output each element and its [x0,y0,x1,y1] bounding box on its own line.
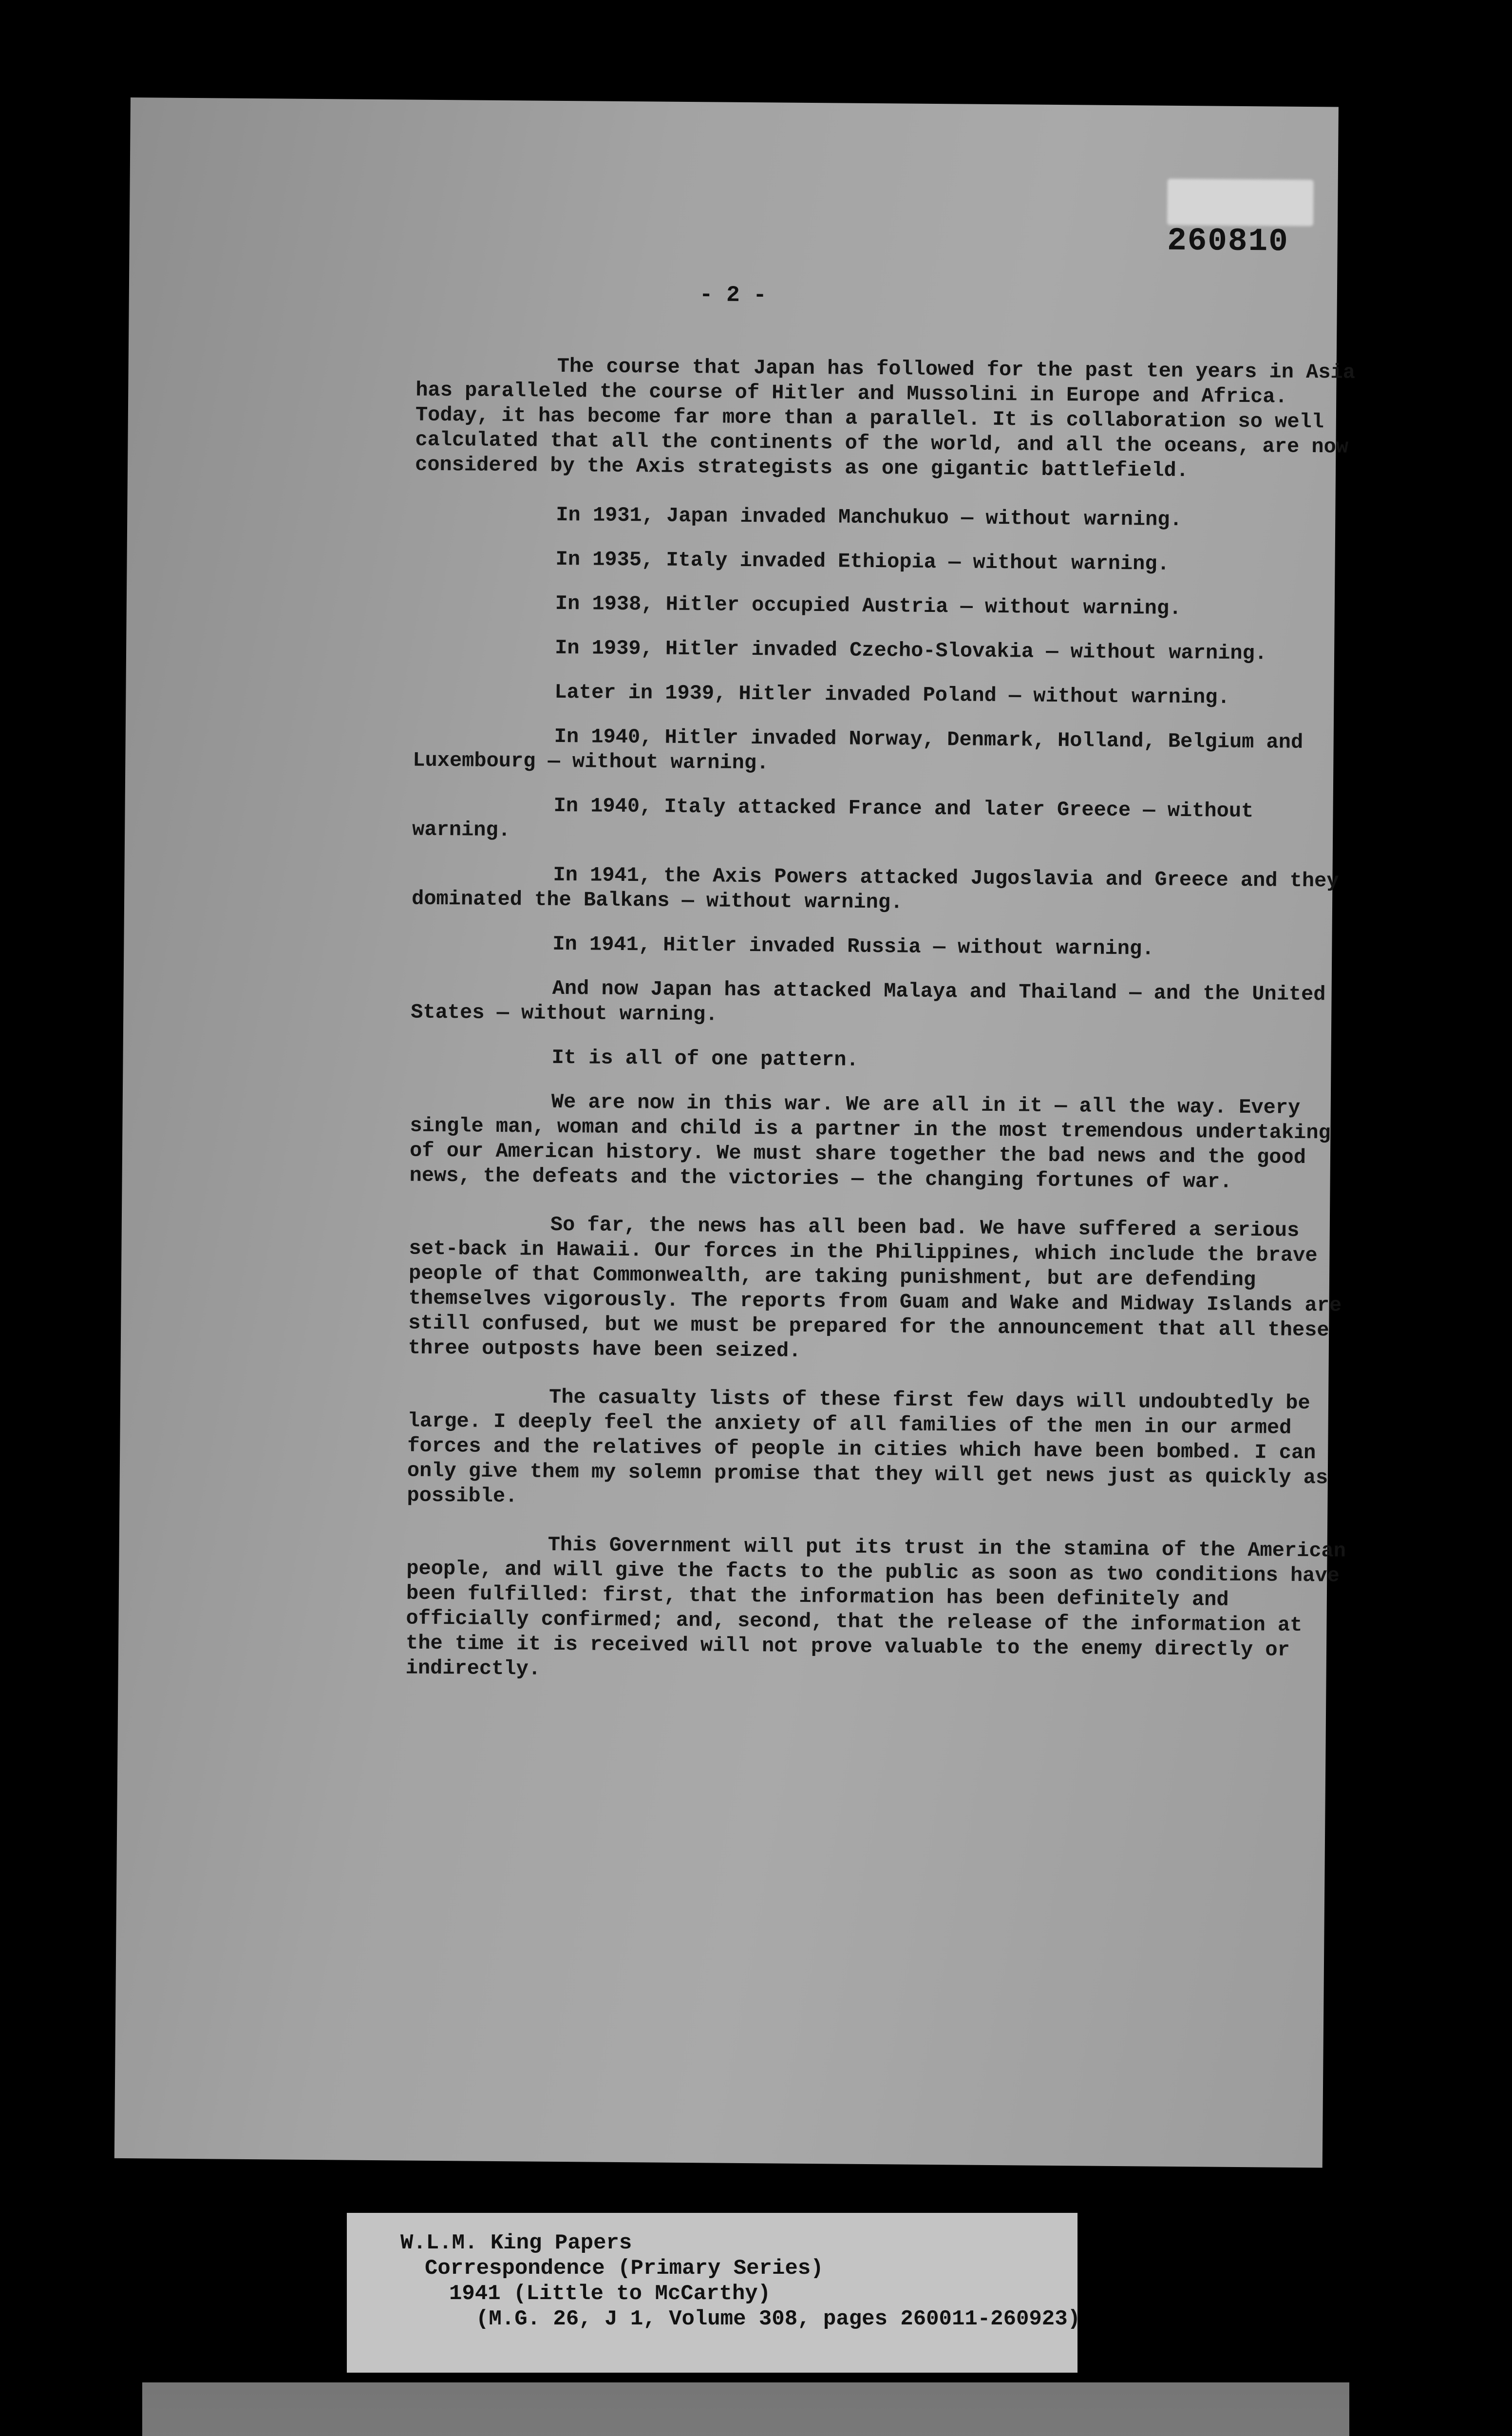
paragraph: The course that Japan has followed for the past ten years in Asia has paralleled the course of Hitler and Mussolini in Europe and Africa. Today, it has become far more than a parallel. It is collaboration so well calculated that all the continents of the world, and all the oceans, are now considered by the Axis strategists as one gigantic battlefield. [415,354,1356,483]
paragraph: The casualty lists of these first few days will undoubtedly be large. I deeply feel the anxiety of all families of the men in our armed forces and the relatives of people in cities which have been bombed. I can only give them my solemn promise that they will get news just as quickly as possible. [407,1385,1328,1508]
paragraph: This Government will put its trust in the stamina of the American people, and will give the facts to the public as soon as two conditions have been fulfilled: first, that the information has been definitely and officially confirmed; and, second, that the release of the information at the time it is received will not prove valuable to the enemy directly or indirectly. [405,1533,1346,1681]
paragraph: We are now in this war. We are all in it — all the way. Every single man, woman and child is a partner in the most tremendous undertaking of our American history. We must share together the bad news and the good news, the defeats and the victories — the changing fortunes of war. [409,1090,1331,1194]
label-series: Correspondence (Primary Series) [425,2256,824,2281]
paragraph: Later in 1939, Hitler invaded Poland — without warning. [554,680,1230,709]
paragraph: In 1940, Italy attacked France and later Greece — without warning. [412,794,1254,842]
label-volume-pages: (M.G. 26, J 1, Volume 308, pages 260011-260923) [476,2307,1081,2331]
archives-stamp [142,2382,1349,2436]
paragraph: In 1931, Japan invaded Manchukuo — without warning. [556,503,1182,532]
page-number: - 2 - [699,282,767,308]
paragraph: In 1940, Hitler invaded Norway, Denmark, Holland, Belgium and Luxembourg — without warning. [413,724,1304,775]
tape-mark [1167,179,1314,226]
label-year-range: 1941 (Little to McCarthy) [449,2282,771,2306]
body-text [405,353,1356,1712]
paragraph: And now Japan has attacked Malaya and Thailand — and the United States — without warning. [411,976,1326,1027]
label-collection: W.L.M. King Papers [400,2231,632,2255]
paragraph: In 1941, the Axis Powers attacked Jugoslavia and Greece and they dominated the Balkans — without warning. [411,863,1339,914]
paragraph: In 1938, Hitler occupied Austria — without warning. [555,591,1182,620]
paragraph: In 1939, Hitler invaded Czecho-Slovakia — without warning. [554,636,1267,666]
typed-page [114,97,1356,2168]
archive-citation-label [347,2213,1081,2373]
paragraph: It is all of one pattern. [551,1046,859,1072]
paragraph: In 1941, Hitler invaded Russia — without warning. [552,932,1154,961]
paragraph: So far, the news has all been bad. We have suffered a serious set-back in Hawaii. Our forces in the Philippines, which include the brave people of that Commonwealth, are taking punishment, but are defending themselves vigorously. The reports from Guam and Wake and Midway Islands are still confused, but we must be prepared for the announcement that all these three outposts have been seized. [408,1213,1342,1363]
document-number: 260810 [1167,222,1289,260]
paragraph: In 1935, Italy invaded Ethiopia — without warning. [555,547,1170,576]
